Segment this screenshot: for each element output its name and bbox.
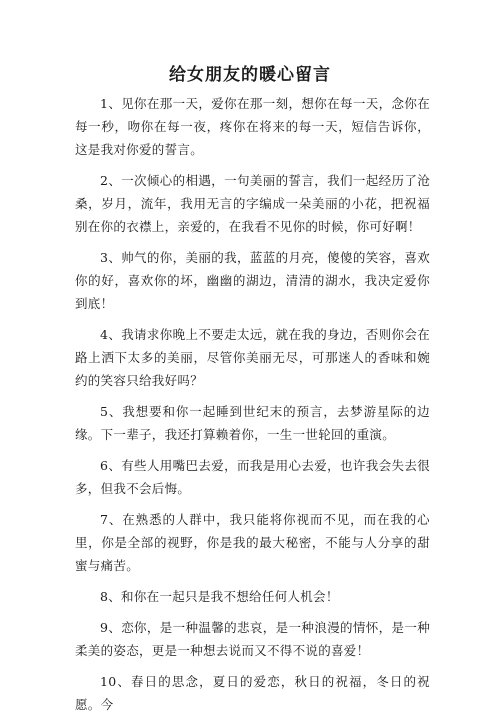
paragraph-5: 5、我想要和你一起睡到世纪末的预言，去梦游星际的边缘。下一辈子，我还打算赖着你，一生一世轮回的重演。 bbox=[75, 404, 430, 442]
paragraph-7: 7、在熟悉的人群中，我只能将你视而不见，而在我的心里，你是全部的视野，你是我的最大秘密，不能与人分享的甜蜜与痛苦。 bbox=[75, 512, 430, 573]
paragraph-2: 2、一次倾心的相遇，一句美丽的誓言，我们一起经历了沧桑，岁月，流年，我用无言的字编成一朵美丽的小花，把祝福别在你的衣襟上，亲爱的，在我看不见你的时候，你可好啊！ bbox=[75, 173, 430, 234]
document-title: 给女朋友的暖心留言 bbox=[169, 65, 331, 85]
document-body bbox=[75, 92, 430, 724]
paragraph-1: 1、见你在那一天，爱你在那一刻，想你在每一天，念你在每一秒，吻你在每一夜，疼你在将来的每一天，短信告诉你，这是我对你爱的誓言。 bbox=[75, 96, 430, 157]
paragraph-10: 10、春日的思念，夏日的爱恋，秋日的祝福，冬日的祝愿。今 bbox=[75, 674, 430, 712]
paragraph-3: 3、帅气的你，美丽的我，蓝蓝的月亮，傻傻的笑容，喜欢你的好，喜欢你的坏，幽幽的湖边，清清的湖水，我决定爱你到底！ bbox=[75, 250, 430, 311]
paragraph-9: 9、恋你，是一种温馨的悲哀，是一种浪漫的情怀，是一种柔美的姿态，更是一种想去说而又不得不说的喜爱！ bbox=[75, 620, 430, 658]
paragraph-6: 6、有些人用嘴巴去爱，而我是用心去爱，也许我会失去很多，但我不会后悔。 bbox=[75, 458, 430, 496]
paragraph-8: 8、和你在一起只是我不想给任何人机会！ bbox=[100, 589, 339, 604]
paragraph-4: 4、我请求你晚上不要走太远，就在我的身边，否则你会在路上洒下太多的美丽，尽管你美丽无尽，可那迷人的香味和婉约的笑容只给我好吗？ bbox=[75, 327, 430, 388]
